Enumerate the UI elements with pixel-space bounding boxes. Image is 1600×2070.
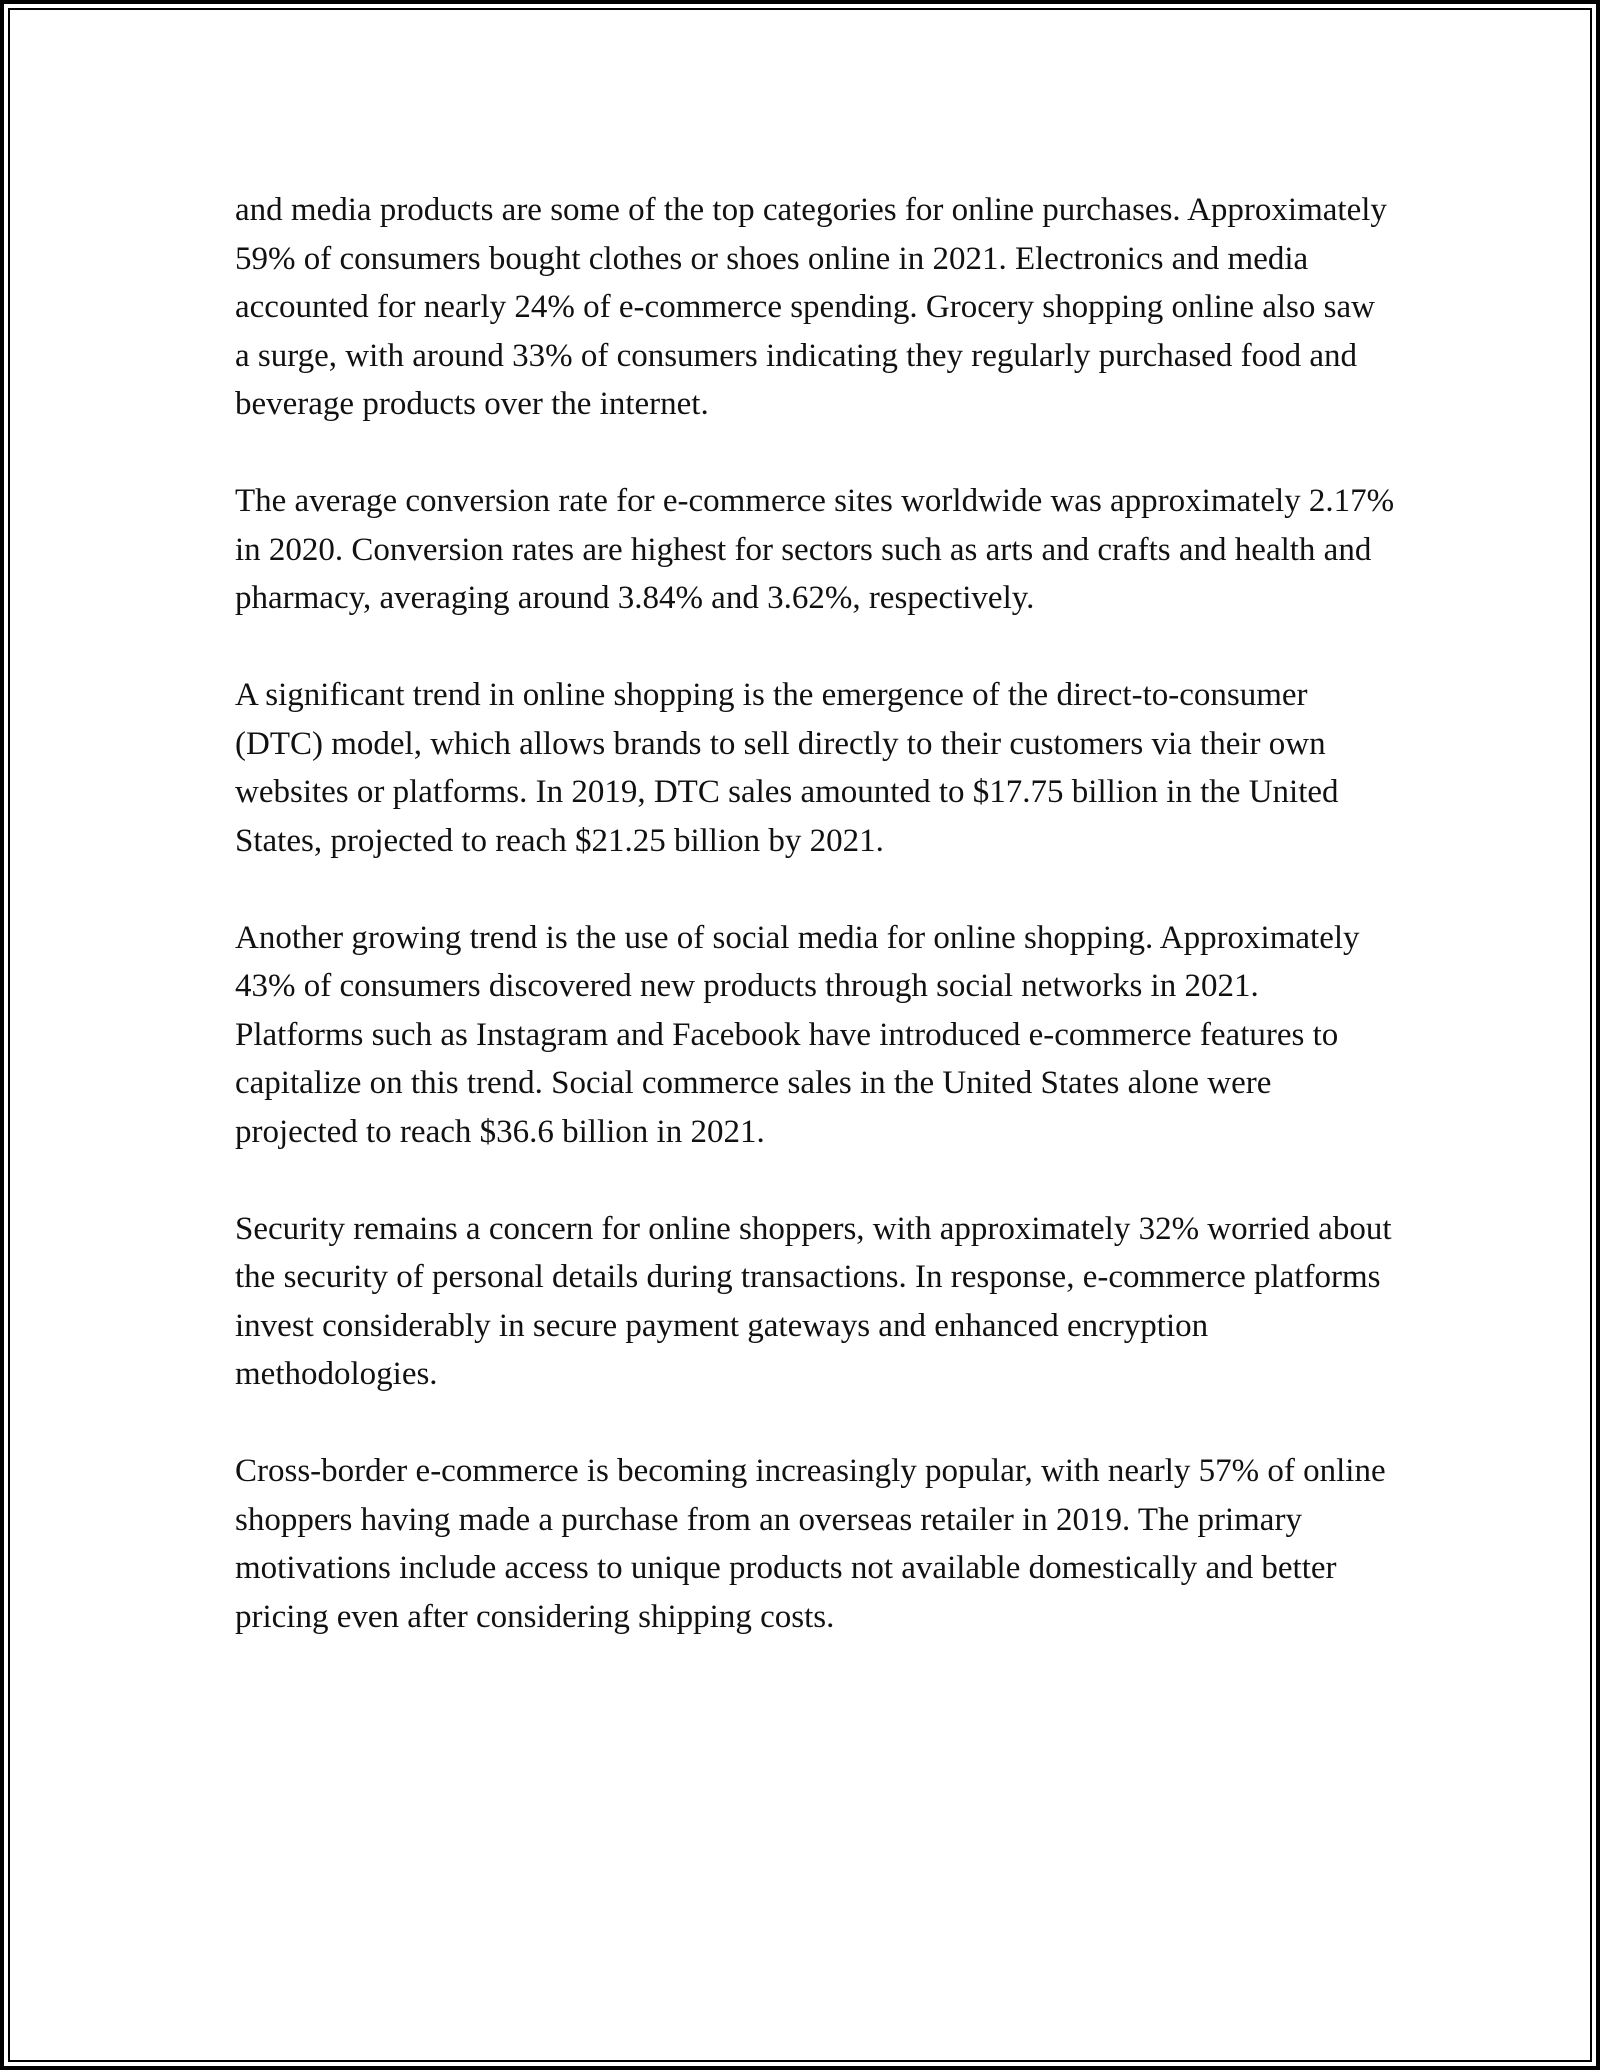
paragraph-cross-border: Cross-border e-commerce is becoming increasingly popular, with nearly 57% of online shoppers having made a purchase from an overseas retailer in 2019. The primary motivations include access to unique products not available domestically and better pricing even after considering shipping costs.: [235, 1453, 1386, 1635]
document-body: [235, 186, 1395, 1690]
paragraph-product-categories: and media products are some of the top categories for online purchases. Approximately 59% of consumers bought clothes or shoes online in 2021. Electronics and media accounted for nearly 24% of e-commerce spending. Grocery shopping online also saw a surge, with around 33% of consumers indicating they regularly purchased food and beverage products over the internet.: [235, 192, 1387, 422]
paragraph-dtc-model: A significant trend in online shopping is the emergence of the direct-to-consumer (DTC) model, which allows brands to sell directly to their customers via their own websites or platforms. In 2019, DTC sales amounted to $17.75 billion in the United States, projected to reach $21.25 billion by 2021.: [235, 677, 1339, 859]
paragraph-security: Security remains a concern for online shoppers, with approximately 32% worried about the security of personal details during transactions. In response, e-commerce platforms invest considerably in secure payment gateways and enhanced encryption methodologies.: [235, 1210, 1392, 1392]
paragraph-social-media: Another growing trend is the use of social media for online shopping. Approximately 43% of consumers discovered new products through social networks in 2021. Platforms such as Instagram and Facebook have introduced e-commerce features to capitalize on this trend. Social commerce sales in the United States alone were projected to reach $36.6 billion in 2021.: [235, 919, 1360, 1150]
paragraph-conversion-rate: The average conversion rate for e-commerce sites worldwide was approximately 2.17% in 2020. Conversion rates are highest for sectors such as arts and crafts and health and pharmacy, averaging around 3.84% and 3.62%, respectively.: [235, 483, 1395, 616]
